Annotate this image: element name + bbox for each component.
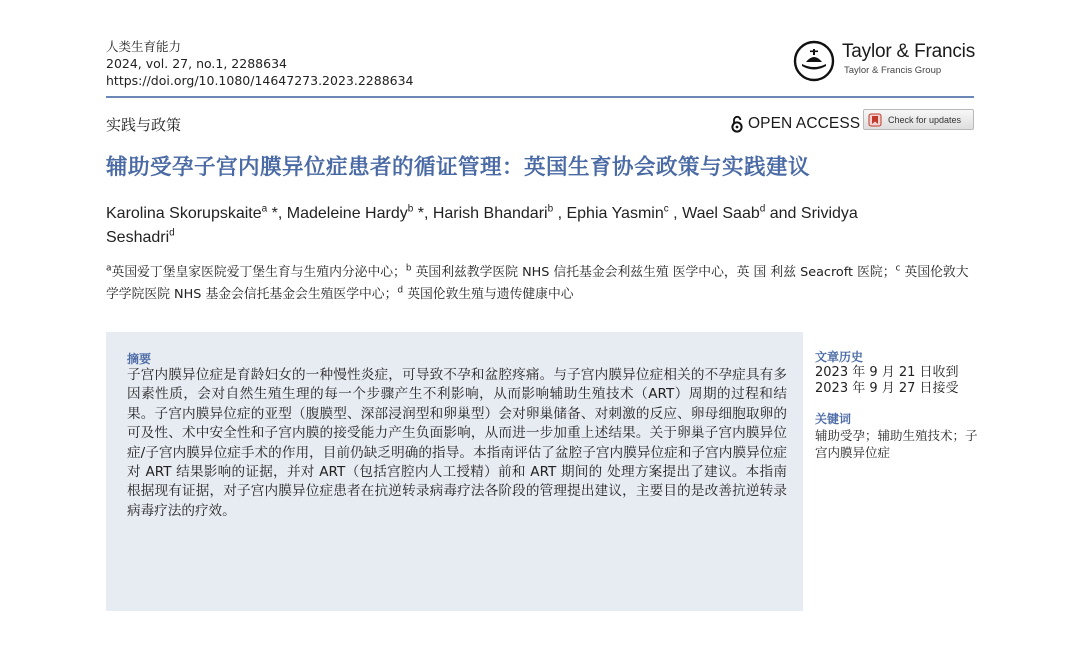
author-separator: *,	[267, 205, 287, 222]
journal-issue: 2024, vol. 27, no.1, 2288634	[106, 56, 287, 71]
journal-name: 人类生育能力	[106, 39, 182, 54]
journal-meta	[106, 38, 414, 89]
check-for-updates-button[interactable]	[863, 109, 974, 130]
bookmark-update-icon	[868, 113, 882, 127]
author-list	[106, 202, 876, 250]
author-name[interactable]: Harish Bhandari	[432, 205, 548, 222]
publisher-logo	[793, 38, 983, 84]
article-section: 实践与政策	[106, 116, 182, 134]
open-access-label: OPEN ACCESS	[748, 115, 861, 132]
author-name[interactable]: Srividya Seshadri	[106, 205, 858, 246]
publisher-group: Taylor & Francis Group	[844, 65, 942, 76]
author-affiliation-marker: c	[663, 203, 669, 215]
author-name[interactable]: Karolina Skorupskaite	[106, 205, 262, 222]
affiliation-text: 英国伦敦生殖与遗传健康中心	[403, 287, 574, 302]
publisher-name: Taylor & Francis	[842, 41, 976, 62]
affiliation-marker: c	[895, 263, 901, 274]
author-affiliation-marker: b	[407, 203, 414, 215]
author-affiliation-marker: b	[547, 203, 554, 215]
taylor-francis-logo-icon	[793, 40, 835, 82]
check-for-updates-label: Check for updates	[888, 114, 962, 125]
header-divider	[106, 96, 974, 98]
author-name[interactable]: Ephia Yasmin	[566, 205, 664, 222]
author-affiliation-marker: a	[261, 203, 268, 215]
affiliations	[106, 262, 974, 306]
article-title: 辅助受孕子宫内膜异位症患者的循证管理：英国生育协会政策与实践建议	[106, 155, 811, 180]
open-access-badge	[730, 114, 860, 134]
author-separator: , Wael	[668, 205, 723, 222]
affiliation-marker: a	[106, 263, 112, 274]
author-separator: ,	[553, 205, 567, 222]
affiliation-marker: b	[405, 263, 412, 274]
abstract-text: 子宫内膜异位症是育龄妇女的一种慢性炎症，可导致不孕和盆腔疼痛。与子宫内膜异位症相关的不孕症具有多因素性质，会对自然生殖生理的每一个步骤产生不利影响，从而影响辅助生殖技术（ART）周期的过程和结果。子宫内膜异位症的亚型（腹膜型、深部浸润型和卵巢型）会对卵巢储备、对刺激的反应、卵母细胞取卵的可及性、术中安全性和子宫内膜的接受能力产生负面影响，从而进一步加重上述结果。关于卵巢子宫内膜异位症/子宫内膜异位症手术的作用，目前仍缺乏明确的指导。本指南评估了盆腔子宫内膜异位症和子宫内膜异位症对 ART 结果影响的证据，并对 ART（包括宫腔内人工授精）前和 ART 期间的 处理方案提出了建议。本指南根据现有证据，对子宫内膜异位症患者在抗逆转录病毒疗法各阶段的管理提出建议，主要目的是改善抗逆转录病毒疗法的疗效。	[127, 367, 787, 519]
affiliation-text: 英国利兹教学医院 NHS 信托基金会利兹生殖 医学中心，英 国 利兹 Seacroft 医院；	[411, 265, 896, 280]
author-affiliation-marker: d	[759, 203, 766, 215]
abstract-heading: 摘要	[127, 352, 152, 366]
affiliation-marker: d	[397, 285, 404, 296]
author-name[interactable]: Saab	[722, 205, 760, 222]
article-history-heading: 文章历史	[815, 350, 864, 364]
accepted-date: 2023 年 9 月 27 日接受	[815, 381, 959, 396]
author-affiliation-marker: d	[169, 227, 175, 239]
affiliation-text: 英国伦敦大学学院医院 NHS 基金会信托基金会生殖医学中心；	[106, 265, 969, 302]
author-separator: and	[765, 205, 801, 222]
keywords-text: 辅助受孕；辅助生殖技术；子宫内膜异位症	[815, 428, 978, 460]
author-name[interactable]: Madeleine Hardy	[286, 205, 408, 222]
doi-link[interactable]: https://doi.org/10.1080/14647273.2023.2288634	[106, 73, 414, 88]
open-lock-icon	[730, 115, 744, 133]
received-date: 2023 年 9 月 21 日收到	[815, 365, 959, 380]
author-separator: *,	[413, 205, 433, 222]
keywords-heading: 关键词	[815, 412, 852, 426]
article-sidebar	[815, 349, 980, 461]
affiliation-text: 英国爱丁堡皇家医院爱丁堡生育与生殖内分泌中心；	[111, 265, 406, 280]
